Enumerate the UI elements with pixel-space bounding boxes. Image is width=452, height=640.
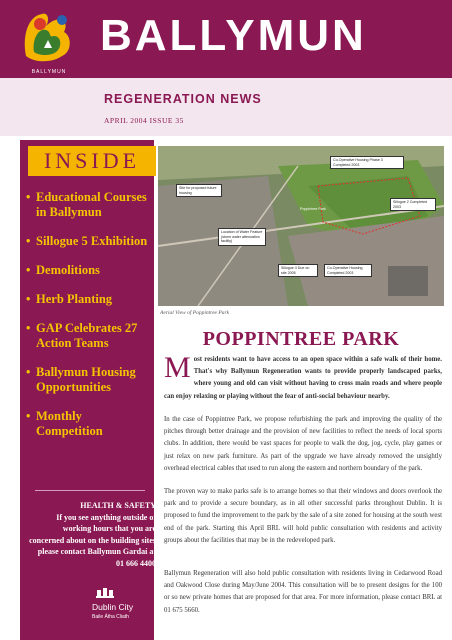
photo-tag: Sillogue 4 Due on site 2005 [278, 264, 318, 277]
article-paragraph: In the case of Poppintree Park, we propose refurbishing the park and improving the quality of the pitches through better drainage and the provision of new facilities to reflect the needs of local sports clubs. In addition, there would be vast spaces for people to walk the dog, jog, cycle, play games or just relax on new park furniture. As part of the upgrade we have already removed the unsightly overhead electrical cables that used to run along the eastern and northern boundary of the park. [164, 416, 442, 472]
section-title: REGENERATION NEWS [104, 92, 262, 106]
issue-label: APRIL 2004 ISSUE 35 [104, 116, 184, 125]
article-lead [164, 351, 442, 403]
photo-tag: Poppintree Park [300, 207, 326, 211]
inside-box [28, 146, 156, 176]
photo-caption: Aerial View of Poppintree Park [160, 310, 230, 316]
photo-tag: Location of Water Feature (storm water attenuation facility) [218, 228, 266, 246]
masthead [0, 0, 452, 78]
dublin-city-sub: Baile Átha Cliath [92, 614, 129, 620]
health-safety-notice [28, 500, 156, 569]
photo-tag: Co-Operative Housing Phase 3 Completed 2003 [330, 156, 404, 169]
photo-tag: Sillogue 2 Completed 2003 [390, 198, 436, 211]
dublin-city-crest-icon [96, 584, 114, 600]
sidebar-divider [35, 490, 145, 491]
subheader-band [0, 78, 452, 136]
aerial-photo [158, 146, 444, 306]
inside-item[interactable]: • Herb Planting [26, 292, 150, 307]
article-paragraph: Ballymun Regeneration will also hold public consultation with residents living in Cedarwood Road and Oakwood Close during May/June 2004. This consultation will be to present designs for the 100 or so new private homes that are proposed for that area. For more information, please contact BRL at 01 675 5660. [164, 570, 442, 614]
inside-title: INSIDE [43, 148, 141, 173]
inside-item[interactable]: • Ballymun Housing Opportunities [26, 365, 150, 395]
dropcap: M [164, 351, 191, 384]
inside-item[interactable]: • GAP Celebrates 27 Action Teams [26, 321, 150, 351]
inside-item[interactable]: • Monthly Competition [26, 409, 150, 439]
inside-item[interactable]: • Demolitions [26, 263, 150, 278]
photo-tag: Co-Operative Housing Completed 2003 [324, 264, 372, 277]
dublin-city-name: Dublin City [92, 602, 134, 612]
article-headline: POPPINTREE PARK [202, 328, 400, 350]
inside-item[interactable]: • Educational Courses in Ballymun [26, 190, 150, 220]
lead-text: ost residents want to have access to an open space within a safe walk of their home. That's why Ballymun Regeneration wants to provide properly landscaped parks, where young and old can visit without having to cross main roads and where people can enjoy relaxing or playing without the fear of anti-social behaviour nearby. [164, 356, 442, 400]
article-paragraph: The proven way to make parks safe is to arrange homes so that their windows and doors overlook the park and to provide a secure boundary, as in all other successful parks throughout Dublin. It is proposed to fund the improvement to the park by the sale of a site zoned for housing at the south west end of the park. Starting this April BRL will hold public consultation with residents and activity groups about the facilities that may be in the redeveloped park. [164, 488, 442, 544]
aerial-photo-image [158, 146, 444, 306]
inside-item[interactable]: • Sillogue 5 Exhibition [26, 234, 150, 249]
photo-tag: Site for proposed future housing [176, 184, 222, 197]
logo-text: BALLYMUN [31, 69, 67, 75]
health-safety-title: HEALTH & SAFETY [80, 501, 156, 510]
ballymun-logo-icon [18, 6, 80, 72]
brand-title: BALLYMUN [100, 11, 367, 60]
health-safety-text: If you see anything outside of working hours that you are concerned about on the building sites please contact Ballymun Gardaí at 01 666 4400 [29, 512, 156, 568]
inside-list [26, 190, 150, 453]
